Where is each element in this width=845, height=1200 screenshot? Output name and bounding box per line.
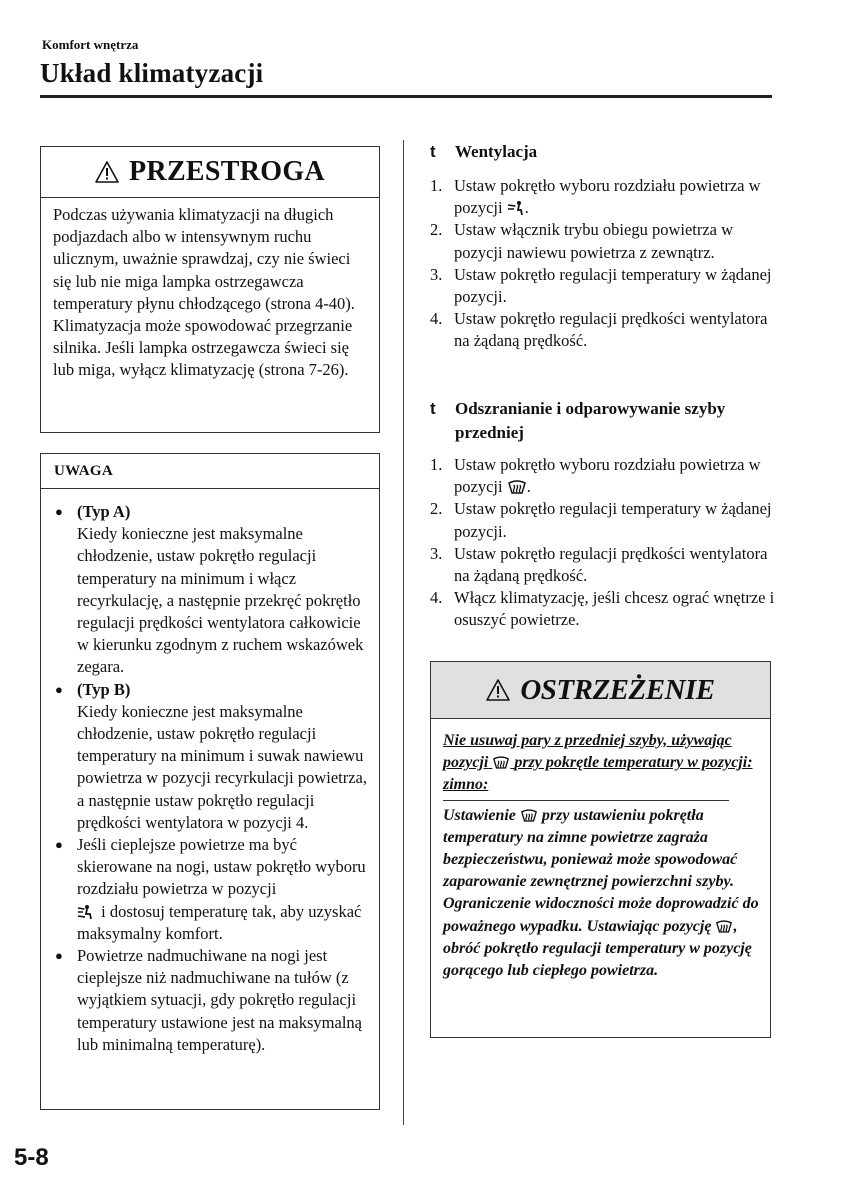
face-vent-icon (507, 200, 525, 216)
face-feet-vent-icon (77, 904, 97, 920)
note-bullet (53, 834, 369, 945)
step-number: 3. (430, 543, 443, 563)
page-title: Układ klimatyzacji (40, 58, 264, 88)
warning-heading-text: Nie usuwaj pary z przedniej szyby, używając pozycji (443, 732, 732, 772)
ventilation-steps (430, 175, 775, 353)
list-item (430, 219, 775, 263)
warning-triangle-icon (95, 160, 119, 184)
list-item (430, 543, 775, 587)
bullet-text: Kiedy konieczne jest maksymalne chłodzenie, ustaw pokrętło regulacji temperatury na minimum i włącz recyrkulację, a następnie przekręć pokrętło regulacji prędkości wentylatora całkowicie w kierunku zgodnym z ruchem wskazówek zegara. (77, 524, 364, 677)
bullet-dot-icon: ● (55, 681, 63, 697)
step-text: Ustaw włącznik trybu obiegu powietrza w pozycji nawiewu powietrza z zewnątrz. (454, 220, 734, 262)
section-marker: t (430, 142, 436, 161)
step-text: . (524, 198, 529, 218)
note-title: UWAGA (41, 454, 379, 489)
bullet-dot-icon: ● (55, 837, 63, 853)
list-item (430, 454, 775, 498)
page-number: 5-8 (14, 1144, 49, 1171)
section-label: Komfort wnętrza (42, 37, 139, 52)
warning-text-part: , obróć pokrętło regulacji temperatury w pozycję gorącego lub ciepłego powietrza. (443, 917, 752, 980)
column-divider (403, 140, 404, 1125)
bullet-dot-icon: ● (55, 504, 63, 519)
step-text: Włącz klimatyzację, jeśli chcesz ograć wnętrze i osuszyć powietrze. (454, 588, 775, 630)
caution-title: PRZESTROGA (129, 156, 325, 187)
warning-title: OSTRZEŻENIE (520, 673, 715, 706)
step-text: . (526, 477, 531, 497)
step-number: 4. (430, 309, 443, 329)
defrost-title: Odszranianie i odparowywanie szyby przedniej (455, 399, 726, 442)
header-divider (40, 95, 772, 98)
note-box (40, 453, 380, 1110)
list-item (430, 587, 775, 631)
defrost-icon (715, 919, 733, 934)
warning-triangle-icon (486, 678, 510, 702)
defrost-section (430, 397, 775, 632)
defrost-steps (430, 454, 775, 632)
section-marker: t (430, 399, 436, 418)
step-text: Ustaw pokrętło regulacji temperatury w żądanej pozycji. (454, 499, 772, 541)
bullet-lead: (Typ B) (77, 679, 131, 699)
note-body (41, 489, 379, 1056)
step-text: Ustaw pokrętło wyboru rozdziału powietrza w pozycji (454, 455, 761, 497)
bullet-lead: (Typ A) (77, 502, 131, 521)
ventilation-title: Wentylacja (455, 142, 538, 161)
list-item (430, 498, 775, 542)
warning-divider (443, 800, 729, 801)
step-number: 1. (430, 455, 443, 474)
step-number: 2. (430, 499, 443, 519)
list-item (430, 175, 775, 219)
bullet-text: Powietrze nadmuchiwane na nogi jest cieplejsze niż nadmuchiwane na tułów (z wyjątkiem sytuacji, gdy pokrętło regulacji temperatury ustawione jest na maksymalną lub minimalną temperaturę). (77, 946, 362, 1054)
caution-box (40, 146, 380, 433)
note-bullet (53, 679, 369, 834)
defrost-icon (520, 808, 538, 823)
step-number: 1. (430, 176, 443, 195)
note-bullet (53, 501, 369, 679)
step-text: Ustaw pokrętło regulacji prędkości wentylatora na żądaną prędkość. (454, 309, 768, 351)
list-item (430, 308, 775, 352)
warning-body (431, 719, 770, 982)
bullet-text: i dostosuj temperaturę tak, aby uzyskać maksymalny komfort. (77, 901, 362, 943)
defrost-icon (492, 755, 510, 770)
list-item (430, 264, 775, 308)
caution-text: Podczas używania klimatyzacji na długich podjazdach albo w intensywnym ruchu ulicznym, uważnie sprawdzaj, czy nie świeci się lub nie miga lampka ostrzegawcza temperatury płynu chłodzącego (strona 4-40). Klimatyzacja może spowodować przegrzanie silnika. Jeśli lampka ostrzegawcza świeci się lub miga, wyłącz klimatyzację (strona 7-26). (53, 205, 355, 380)
step-text: Ustaw pokrętło regulacji temperatury w żądanej pozycji. (454, 264, 772, 307)
ventilation-heading (430, 140, 775, 164)
caution-header (41, 147, 379, 198)
step-text: Ustaw pokrętło wyboru rozdziału powietrza w pozycji (454, 176, 761, 218)
step-text: Ustaw pokrętło regulacji prędkości wentylatora na żądaną prędkość. (454, 543, 768, 586)
bullet-text: Kiedy konieczne jest maksymalne chłodzenie, ustaw pokrętło regulacji temperatury na minimum i suwak nawiewu powietrza w pozycji recyrkulacji powietrza, a następnie ustaw pokrętło regulacji prędkości wentylatora w pozycji 4. (77, 701, 367, 832)
warning-text-part: Ustawienie (443, 806, 516, 824)
warning-heading-text: przy pokrętle temperatury w pozycji: zimno: (443, 754, 753, 794)
defrost-heading (430, 397, 775, 445)
step-number: 2. (430, 220, 443, 240)
note-bullet (53, 945, 369, 1056)
step-number: 4. (430, 588, 443, 608)
step-number: 3. (430, 264, 443, 284)
ventilation-section (430, 140, 775, 353)
warning-box (430, 661, 771, 1038)
warning-text (443, 805, 760, 983)
warning-heading (443, 730, 760, 797)
bullet-dot-icon: ● (55, 948, 63, 964)
bullet-text: Jeśli cieplejsze powietrze ma być skierowane na nogi, ustaw pokrętło wyboru rozdziału powietrza w pozycji (77, 835, 366, 899)
defrost-icon (507, 479, 527, 495)
warning-text-part: przy ustawieniu pokrętła temperatury na zimne powietrze zagraża bezpieczeństwu, ponieważ może spowodować zaparowanie zewnętrznej powierzchni szyby. Ograniczenie widoczności może doprowadzić do poważnego wypadku. Ustawiając pozycję (443, 806, 759, 935)
warning-header (431, 662, 770, 719)
